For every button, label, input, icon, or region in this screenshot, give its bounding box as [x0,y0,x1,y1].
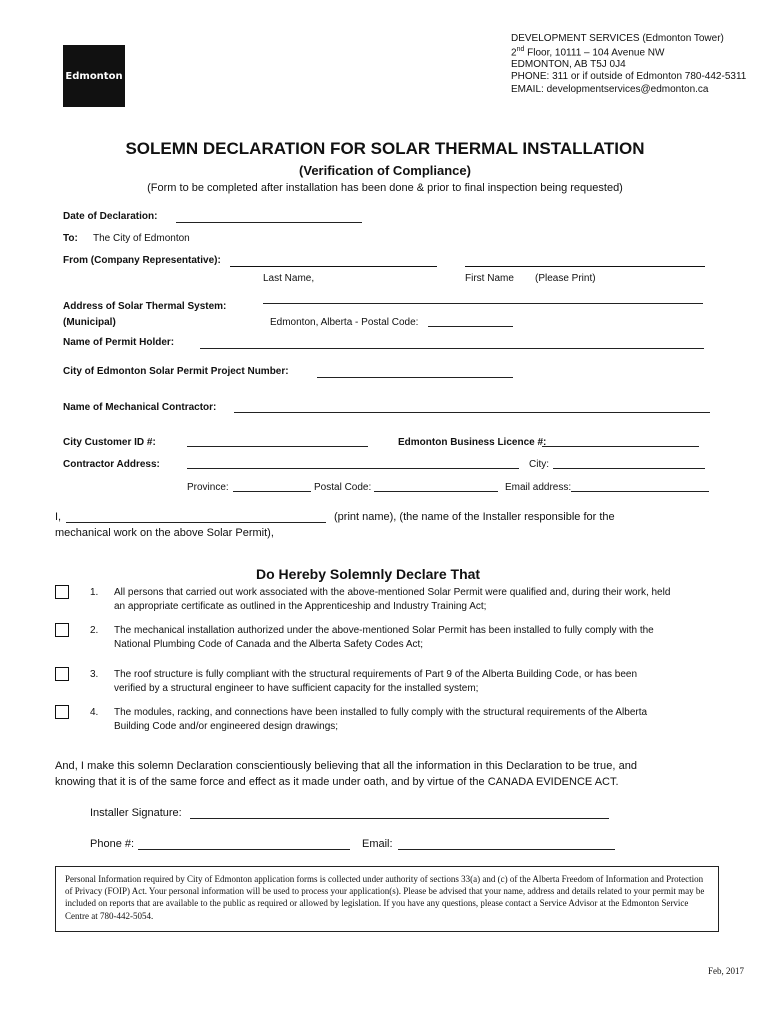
item-4-checkbox[interactable] [55,705,69,719]
item-3-line-1: The roof structure is fully compliant with the structural requirements of Part 9 of the Alberta Building Code, or has been [114,669,638,680]
installer-signature-label: Installer Signature: [90,807,182,819]
phone-field[interactable] [138,849,350,850]
city-label: City: [529,459,549,470]
office-line-3: EDMONTON, AB T5J 0J4 [511,59,626,70]
postal-code-field[interactable] [428,326,513,327]
privacy-notice-box [55,866,719,932]
privacy-notice-text: Personal Information required by City of Edmonton application forms is collected under authority of sections 33(a) and (c) of the Alberta Freedom of Information and Protection of Privacy (FOIP) Act. Your personal information will be used to process your application(s). Please be advised that your name, address and details related to your permit may be included on reports that are available to the public as required or allowed by legislation. If you have any questions, please contact a Service Advisor at the Edmonton Service Centre at 780-442-5054. [65,874,705,921]
item-3-checkbox[interactable] [55,667,69,681]
city-field[interactable] [553,468,705,469]
office-line-1: DEVELOPMENT SERVICES (Edmonton Tower) [511,33,724,44]
date-label: Date of Declaration: [63,211,158,222]
address-field[interactable] [263,303,703,304]
date-field[interactable] [176,222,362,223]
office-line-2: 2nd Floor, 10111 – 104 Avenue NW [511,46,665,59]
item-4-number: 4. [90,707,99,718]
customer-id-label: City Customer ID #: [63,437,156,448]
address-label: Address of Solar Thermal System: [63,301,227,312]
email-address-field[interactable] [571,491,709,492]
contractor-postal-code-field[interactable] [374,491,498,492]
item-2-number: 2. [90,625,99,636]
print-name-text: (print name), (the name of the Installer responsible for the [334,511,615,523]
province-label: Province: [187,482,229,493]
installer-name-field[interactable] [66,522,326,523]
to-label: To: [63,233,78,244]
please-print-label: (Please Print) [535,273,596,284]
item-3-line-2: verified by a structural engineer to have sufficient capacity for the installed system; [114,683,479,694]
item-3-number: 3. [90,669,99,680]
form-title: SOLEMN DECLARATION FOR SOLAR THERMAL INSTALLATION [125,139,645,158]
office-line-4: PHONE: 311 or if outside of Edmonton 780-442-5311 [511,71,747,82]
email-address-label: Email address: [505,482,572,493]
last-name-label: Last Name, [263,273,315,284]
last-name-field[interactable] [230,266,437,267]
item-4-line-1: The modules, racking, and connections have been installed to fully comply with the structural requirements of the Alberta [114,707,648,718]
first-name-field[interactable] [465,266,705,267]
business-licence-field[interactable] [542,446,699,447]
permit-holder-label: Name of Permit Holder: [63,337,175,348]
closing-line-1: And, I make this solemn Declaration conscientiously believing that all the information in this Declaration to be true, and [55,760,638,772]
first-name-label: First Name [465,273,514,284]
business-licence-label: Edmonton Business Licence #: [398,437,547,448]
footer-date: Feb, 2017 [708,966,744,976]
contractor-address-field[interactable] [187,468,519,469]
to-value: The City of Edmonton [93,233,190,244]
item-2-checkbox[interactable] [55,623,69,637]
item-1-number: 1. [90,587,99,598]
item-2-line-1: The mechanical installation authorized under the above-mentioned Solar Permit has been installed to fully comply with the [114,625,654,636]
project-number-label: City of Edmonton Solar Permit Project Number: [63,366,289,377]
email-label: Email: [362,838,393,850]
email-field[interactable] [398,849,615,850]
phone-label: Phone #: [90,838,135,850]
customer-id-field[interactable] [187,446,368,447]
mech-contractor-label: Name of Mechanical Contractor: [63,402,217,413]
item-1-line-1: All persons that carried out work associated with the above-mentioned Solar Permit were qualified and, during their work, held [114,587,671,598]
item-2-line-2: National Plumbing Code of Canada and the Alberta Safety Codes Act; [114,639,424,650]
declarant-line-2: mechanical work on the above Solar Permit), [55,527,274,539]
address-city-text: Edmonton, Alberta - Postal Code: [270,317,419,328]
contractor-address-label: Contractor Address: [63,459,160,470]
closing-line-2: knowing that it is of the same force and effect as it made under oath, and by virtue of the CANADA EVIDENCE ACT. [55,776,619,788]
permit-holder-field[interactable] [200,348,704,349]
installer-signature-field[interactable] [190,818,609,819]
form-instruction: (Form to be completed after installation has been done & prior to final inspection being requested) [147,182,623,194]
province-field[interactable] [233,491,311,492]
item-1-checkbox[interactable] [55,585,69,599]
declare-heading: Do Hereby Solemnly Declare That [256,566,481,582]
mech-contractor-field[interactable] [234,412,710,413]
item-1-line-2: an appropriate certificate as outlined in the Apprenticeship and Industry Training Act; [114,601,487,612]
edmonton-logo: Edmonton [63,45,125,107]
postal-code-label: Postal Code: [314,482,372,493]
item-4-line-2: Building Code and/or engineered design drawings; [114,721,339,732]
office-line-5: EMAIL: developmentservices@edmonton.ca [511,84,709,95]
from-label: From (Company Representative): [63,255,221,266]
i-label: I, [55,511,62,523]
project-number-field[interactable] [317,377,513,378]
form-subtitle: (Verification of Compliance) [299,163,471,178]
municipal-label: (Municipal) [63,317,116,328]
